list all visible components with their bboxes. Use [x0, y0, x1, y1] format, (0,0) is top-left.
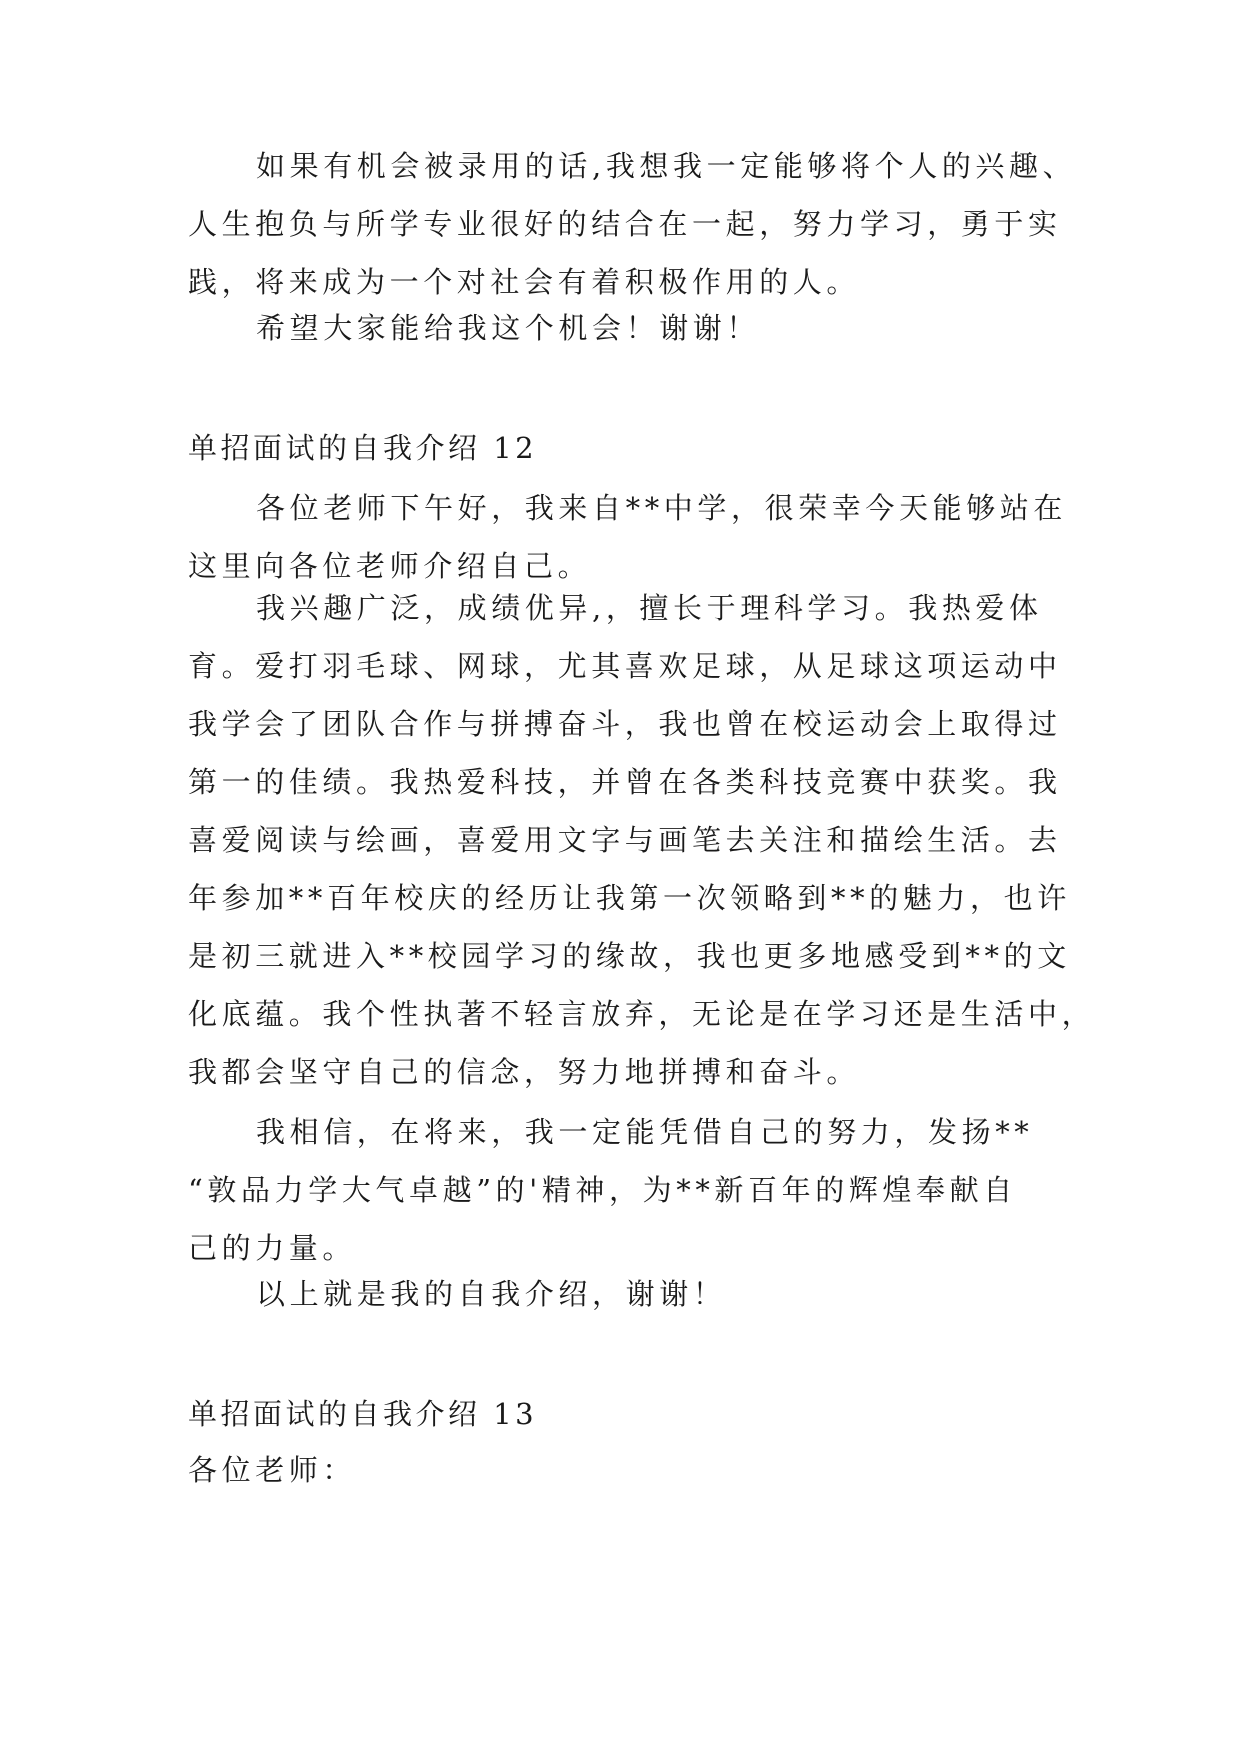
- paragraph-line: 这里向各位老师介绍自己。: [188, 549, 592, 583]
- paragraph-line: 是初三就进入**校园学习的缘故，我也更多地感受到**的文: [188, 939, 1071, 973]
- paragraph-line: “敦品力学大气卓越”的'精神，为**新百年的辉煌奉献自: [188, 1173, 1017, 1207]
- section-heading-13: 单招面试的自我介绍 13: [188, 1397, 538, 1431]
- paragraph-line: 年参加**百年校庆的经历让我第一次领略到**的魅力，也许: [188, 881, 1071, 915]
- paragraph-line: 各位老师下午好，我来自**中学，很荣幸今天能够站在: [256, 491, 1068, 525]
- paragraph-line: 化底蕴。我个性执著不轻言放弃，无论是在学习还是生活中，: [188, 997, 1096, 1031]
- paragraph-line: 以上就是我的自我介绍，谢谢！: [256, 1277, 727, 1311]
- paragraph-line: 各位老师：: [188, 1453, 357, 1487]
- paragraph-line: 如果有机会被录用的话,我想我一定能够将个人的兴趣、: [256, 149, 1077, 183]
- section-12-closing: [188, 1265, 1088, 1323]
- section-12-paragraph-2: [188, 579, 1096, 1101]
- paragraph-line: 我学会了团队合作与拼搏奋斗，我也曾在校运动会上取得过: [188, 707, 1062, 741]
- paragraph-line: 喜爱阅读与绘画，喜爱用文字与画笔去关注和描绘生活。去: [188, 823, 1062, 857]
- section-12-paragraph-3: [188, 1103, 1088, 1277]
- paragraph-line: 我兴趣广泛，成绩优异,，擅长于理科学习。我热爱体: [256, 591, 1043, 625]
- intro-closing: [188, 299, 1088, 357]
- section-12-paragraph-1: [188, 479, 1088, 595]
- paragraph-line: 践，将来成为一个对社会有着积极作用的人。: [188, 265, 861, 299]
- paragraph-line: 第一的佳绩。我热爱科技，并曾在各类科技竞赛中获奖。我: [188, 765, 1062, 799]
- section-13-salutation: [188, 1441, 1088, 1499]
- paragraph-line: 我相信，在将来，我一定能凭借自己的努力，发扬**: [256, 1115, 1034, 1149]
- paragraph-line: 我都会坚守自己的信念，努力地拼搏和奋斗。: [188, 1055, 861, 1089]
- paragraph-line: 希望大家能给我这个机会！谢谢！: [256, 311, 761, 345]
- paragraph-line: 人生抱负与所学专业很好的结合在一起，努力学习，勇于实: [188, 207, 1062, 241]
- paragraph-line: 己的力量。: [188, 1231, 357, 1265]
- section-heading-12: 单招面试的自我介绍 12: [188, 431, 538, 465]
- intro-paragraph: [188, 137, 1088, 311]
- paragraph-line: 育。爱打羽毛球、网球，尤其喜欢足球，从足球这项运动中: [188, 649, 1062, 683]
